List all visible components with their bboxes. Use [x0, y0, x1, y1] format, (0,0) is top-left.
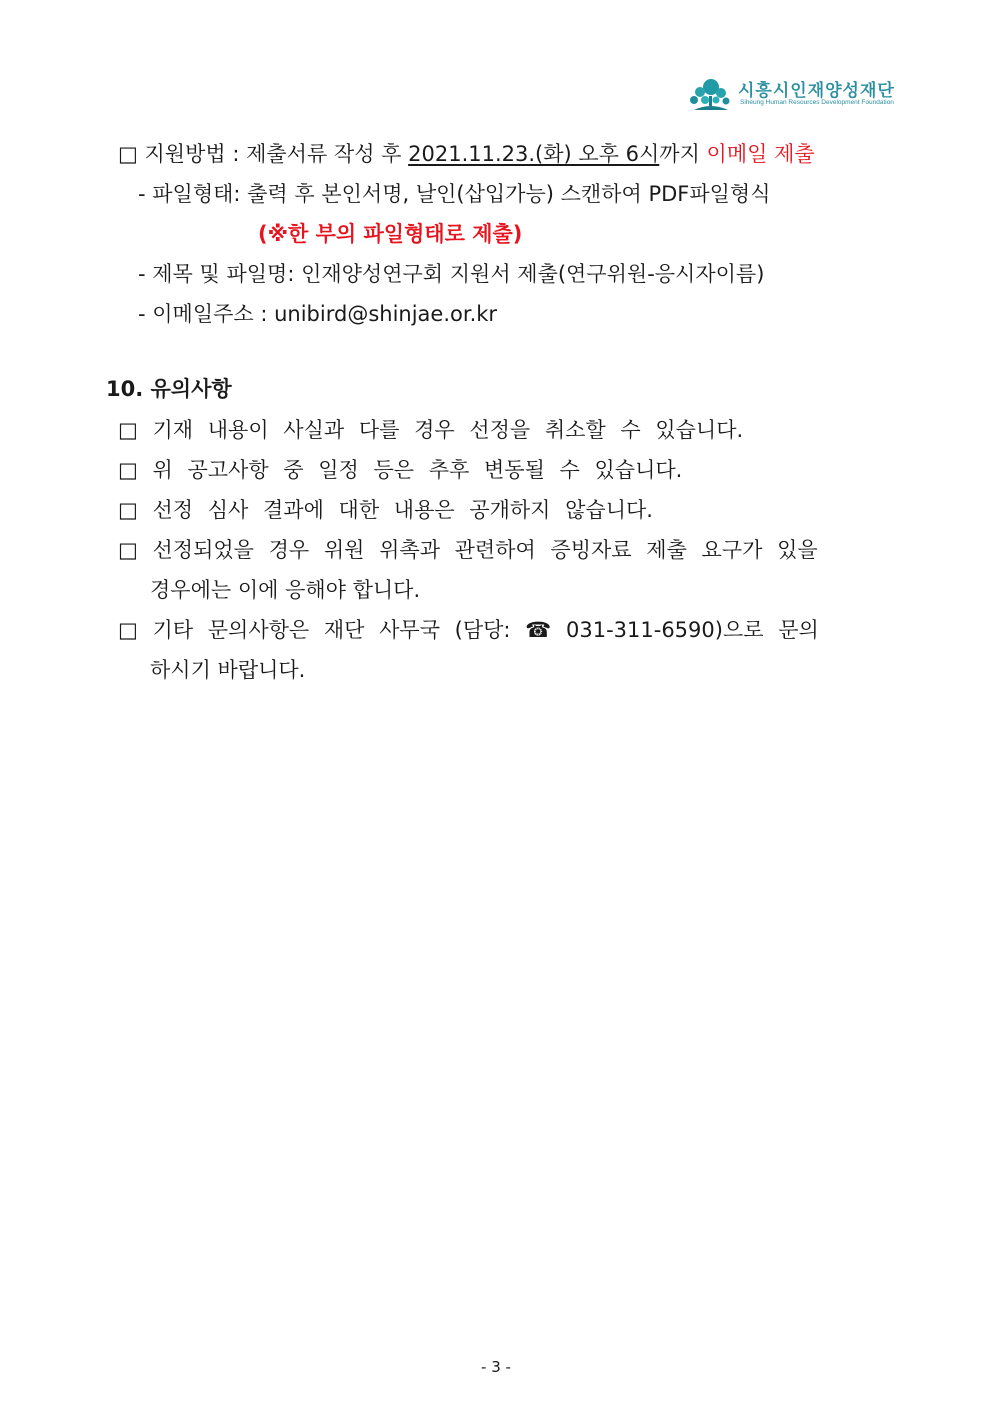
email-submission-highlight: 이메일 제출: [706, 142, 815, 166]
notice-item: □ 선정되었을 경우 위원 위촉과 관련하여 증빙자료 제출 요구가 있을: [118, 538, 818, 562]
file-format-note: (※한 부의 파일형태로 제출): [258, 222, 523, 246]
section-10-title: 10. 유의사항: [106, 377, 232, 401]
deadline-text: 2021.11.23.(화) 오후 6시: [408, 142, 660, 166]
submission-method-line: □ 지원방법 : 제출서류 작성 후 2021.11.23.(화) 오후 6시까지 이메일 제출: [118, 142, 815, 166]
logo-english-text: Siheung Human Resources Development Foundation: [740, 99, 894, 106]
email-address-line: - 이메일주소 : unibird@shinjae.or.kr: [138, 302, 498, 326]
notice-item-continuation: 경우에는 이에 응해야 합니다.: [150, 578, 421, 602]
logo-korean-text: 시흥시인재양성재단: [738, 81, 895, 101]
notice-item: □ 기타 문의사항은 재단 사무국 (담당: ☎ 031-311-6590)으로 문의: [118, 618, 819, 642]
foundation-logo: [688, 74, 895, 114]
notice-item: □ 기재 내용이 사실과 다를 경우 선정을 취소할 수 있습니다.: [118, 418, 744, 442]
file-format-line: - 파일형태: 출력 후 본인서명, 날인(삽입가능) 스캔하여 PDF파일형식: [138, 182, 771, 206]
subject-line: - 제목 및 파일명: 인재양성연구회 지원서 제출(연구위원-응시자이름): [138, 262, 765, 286]
page-number: - 3 -: [481, 1358, 511, 1376]
tree-logo-icon: [688, 78, 734, 114]
notice-item: □ 위 공고사항 중 일정 등은 추후 변동될 수 있습니다.: [118, 458, 683, 482]
notice-item-continuation: 하시기 바랍니다.: [150, 658, 306, 682]
notice-item: □ 선정 심사 결과에 대한 내용은 공개하지 않습니다.: [118, 498, 653, 522]
